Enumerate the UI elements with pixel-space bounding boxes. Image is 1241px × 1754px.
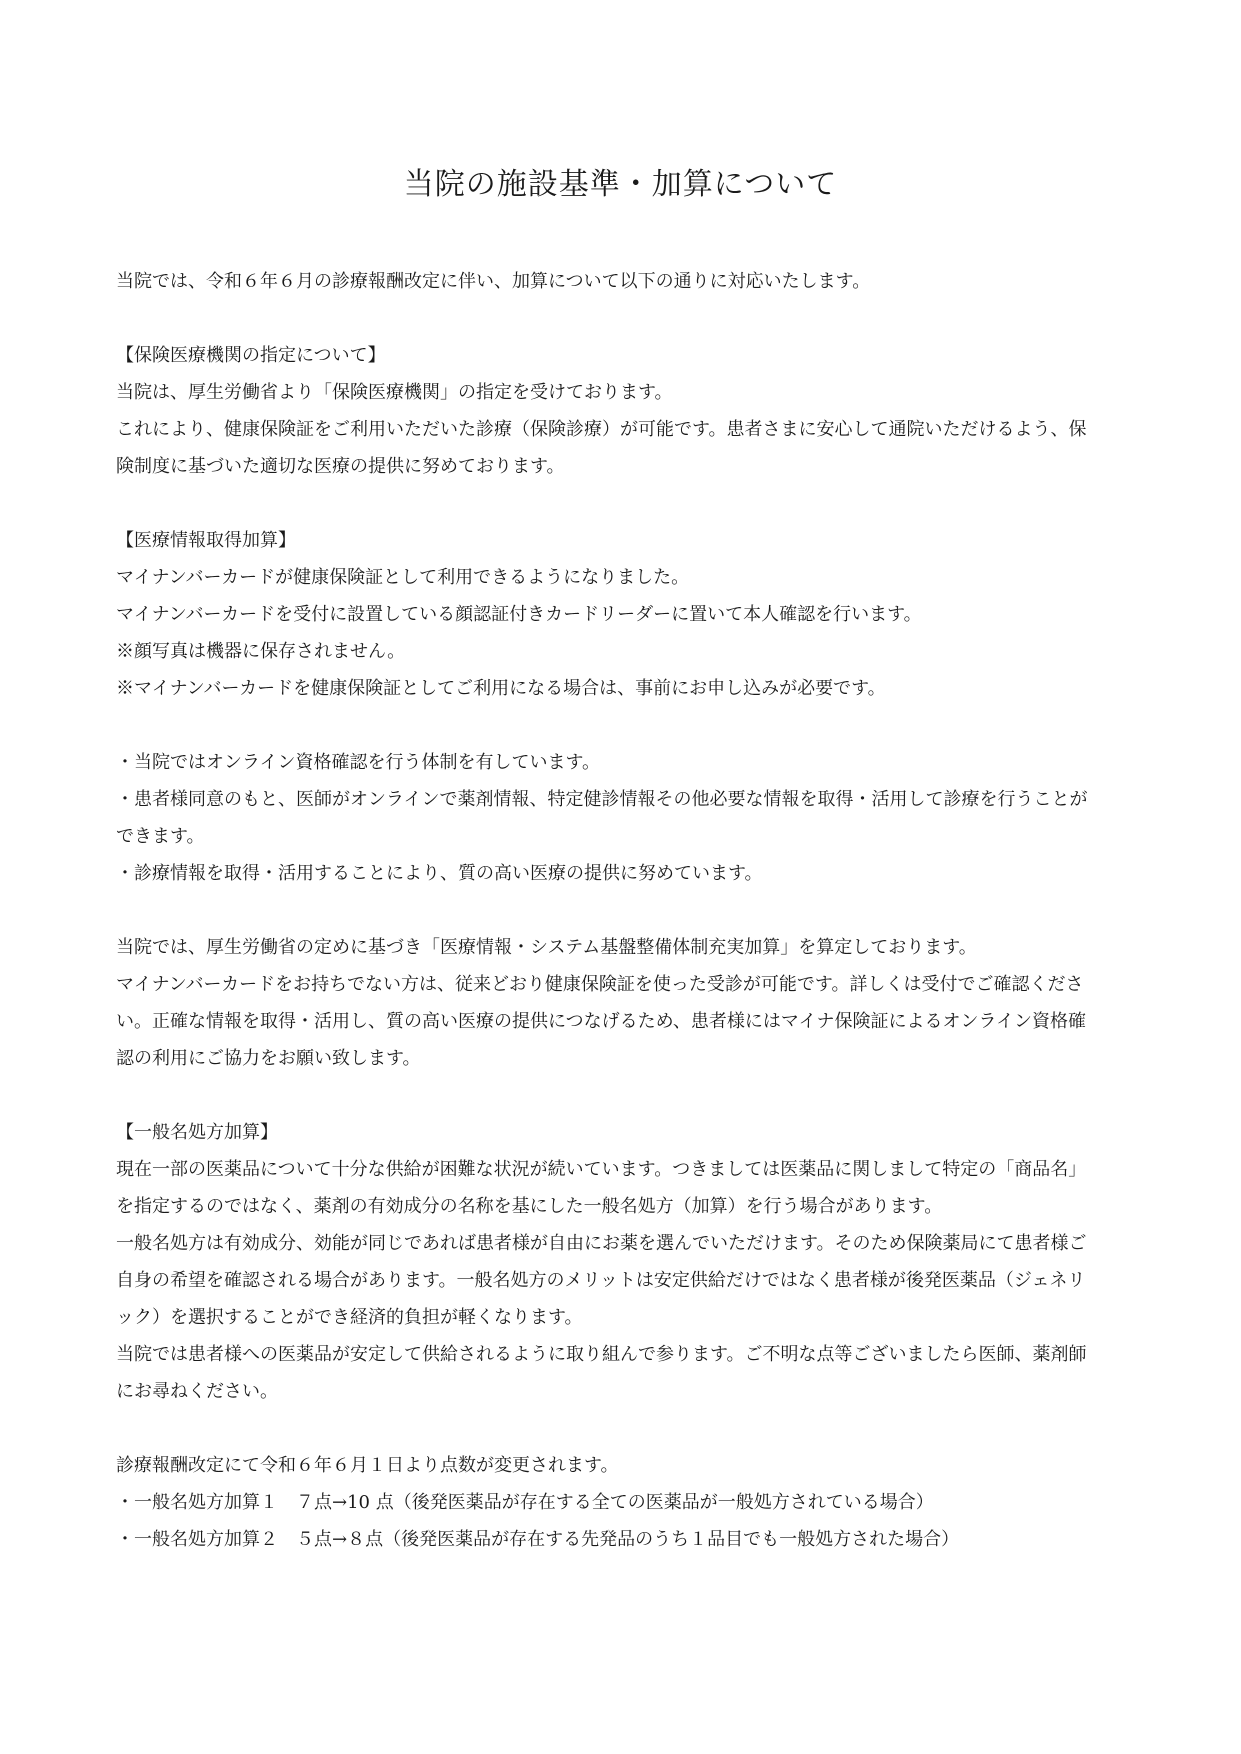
note-line: ※顔写真は機器に保存されません。 bbox=[116, 641, 406, 662]
paragraph-line: これにより、健康保険証をご利用いただいた診療（保険診療）が可能です。患者さまに安心して通院いただけるよう、保 bbox=[116, 419, 1087, 440]
paragraph-line: 認の利用にご協力をお願い致します。 bbox=[116, 1048, 421, 1069]
paragraph-line: 一般名処方は有効成分、効能が同じであれば患者様が自由にお薬を選んでいただけます。そのため保険薬局にて患者様ご bbox=[116, 1233, 1087, 1254]
spacer bbox=[116, 300, 1128, 337]
paragraph-line: い。正確な情報を取得・活用し、質の高い医療の提供につなげるため、患者様にはマイナ保険証によるオンライン資格確 bbox=[116, 1011, 1087, 1032]
paragraph-line: 当院では患者様への医薬品が安定して供給されるように取り組んで参ります。ご不明な点等ございましたら医師、薬剤師 bbox=[116, 1344, 1087, 1365]
section-heading-generic: 【一般名処方加算】 bbox=[116, 1122, 278, 1143]
spacer bbox=[116, 485, 1128, 522]
spacer bbox=[116, 1077, 1128, 1114]
bullet-item: ・診療情報を取得・活用することにより、質の高い医療の提供に努めています。 bbox=[116, 863, 763, 884]
section-insurance bbox=[116, 337, 1128, 485]
intro-text: 当院では、令和６年６月の診療報酬改定に伴い、加算について以下の通りに対応いたします。 bbox=[116, 271, 871, 292]
paragraph-line: 当院は、厚生労働省より「保険医療機関」の指定を受けております。 bbox=[116, 382, 673, 403]
paragraph-line: 自身の希望を確認される場合があります。一般名処方のメリットは安定供給だけではなく患者様が後発医薬品（ジェネリ bbox=[116, 1270, 1086, 1291]
spacer bbox=[116, 892, 1128, 929]
spacer bbox=[116, 707, 1128, 744]
section-heading-medical-info: 【医療情報取得加算】 bbox=[116, 530, 296, 551]
paragraph-line: を指定するのではなく、薬剤の有効成分の名称を基にした一般名処方（加算）を行う場合があります。 bbox=[116, 1196, 943, 1217]
paragraph-line: にお尋ねください。 bbox=[116, 1381, 278, 1402]
section-medical-info bbox=[116, 522, 1128, 1077]
bullet-item: ・患者様同意のもと、医師がオンラインで薬剤情報、特定健診情報その他必要な情報を取得・活用して診療を行うことが bbox=[116, 789, 1088, 810]
section-points-change bbox=[116, 1447, 1128, 1558]
bullet-item-continuation: できます。 bbox=[116, 826, 205, 847]
section-generic-prescription bbox=[116, 1114, 1128, 1410]
paragraph-line: 現在一部の医薬品について十分な供給が困難な状況が続いています。つきましては医薬品に関しまして特定の「商品名」 bbox=[116, 1159, 1087, 1180]
paragraph-line: マイナンバーカードをお持ちでない方は、従来どおり健康保険証を使った受診が可能です。詳しくは受付でご確認くださ bbox=[116, 974, 1084, 995]
paragraph-line: マイナンバーカードを受付に設置している顔認証付きカードリーダーに置いて本人確認を行います。 bbox=[116, 604, 922, 625]
paragraph-line: ック）を選択することができ経済的負担が軽くなります。 bbox=[116, 1307, 583, 1328]
section-heading-insurance: 【保険医療機関の指定について】 bbox=[116, 345, 386, 366]
bullet-item: ・当院ではオンライン資格確認を行う体制を有しています。 bbox=[116, 752, 601, 773]
paragraph-line: 当院では、厚生労働省の定めに基づき「医療情報・システム基盤整備体制充実加算」を算定しております。 bbox=[116, 937, 977, 958]
paragraph-line: マイナンバーカードが健康保険証として利用できるようになりました。 bbox=[116, 567, 690, 588]
document-body bbox=[116, 263, 1128, 1558]
points-item: ・一般名処方加算２ ５点→８点（後発医薬品が存在する先発品のうち１品目でも一般処方された場合） bbox=[116, 1529, 960, 1550]
paragraph-line: 険制度に基づいた適切な医療の提供に努めております。 bbox=[116, 456, 565, 477]
page-title: 当院の施設基準・加算について bbox=[403, 167, 838, 202]
note-line: ※マイナンバーカードを健康保険証としてご利用になる場合は、事前にお申し込みが必要です。 bbox=[116, 678, 886, 699]
spacer bbox=[116, 1410, 1128, 1447]
points-intro: 診療報酬改定にて令和６年６月１日より点数が変更されます。 bbox=[116, 1455, 619, 1476]
points-item: ・一般名処方加算１ ７点→10 点（後発医薬品が存在する全ての医薬品が一般処方されている場合） bbox=[116, 1492, 934, 1513]
